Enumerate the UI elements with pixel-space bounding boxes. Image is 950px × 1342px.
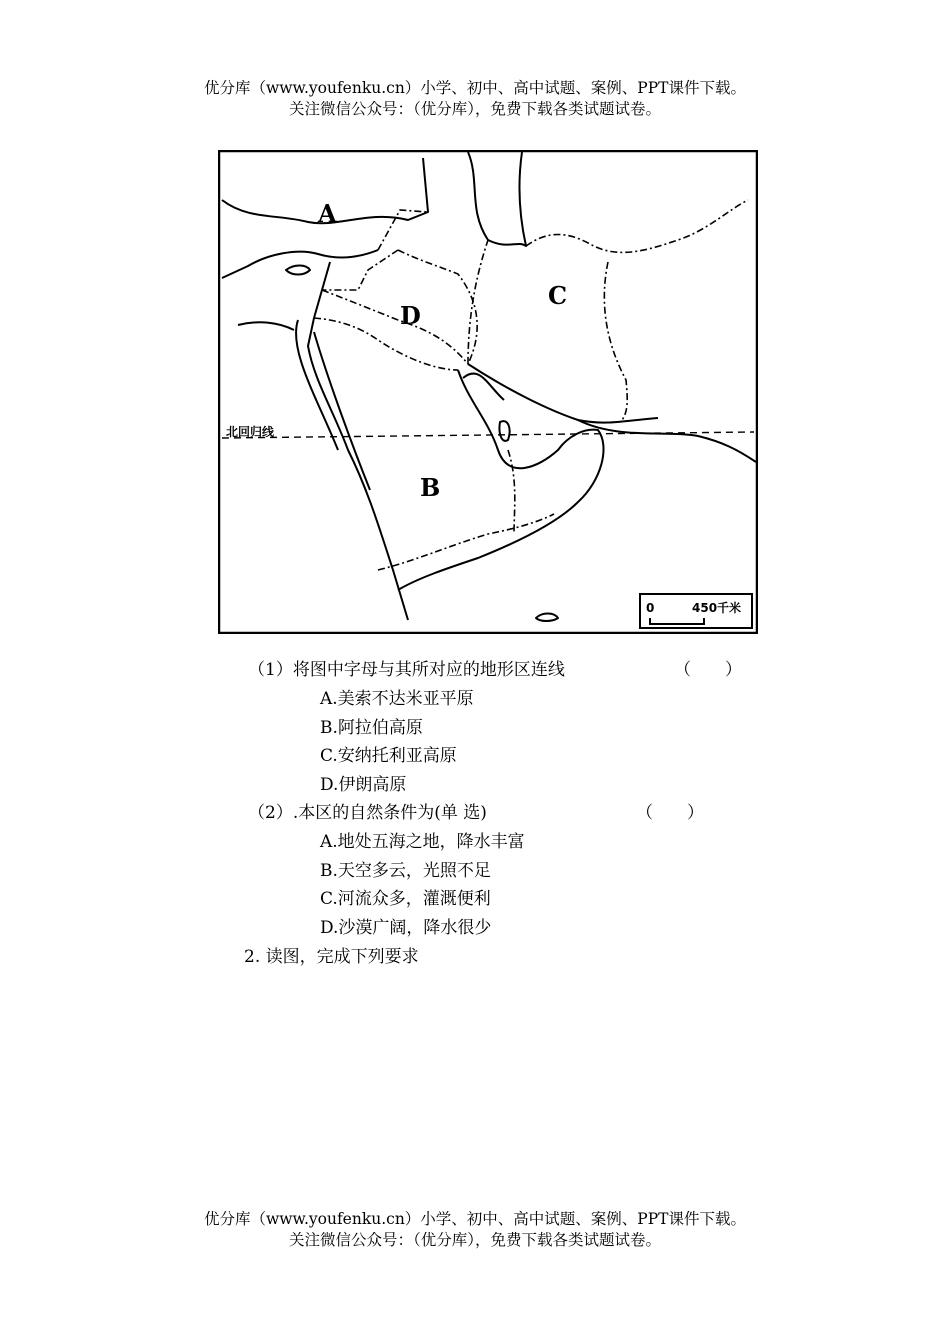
map-frame [219,151,757,633]
q2-option-d: D.沙漠广阔，降水很少 [320,918,492,938]
q2-stem: （2）.本区的自然条件为(单 选) [248,803,487,823]
map-label-d: D [400,301,421,330]
map-label-b: B [420,473,441,502]
header-line-1: 优分库（www.youfenku.cn）小学、初中、高中试题、案例、PPT课件下载。 [203,79,747,97]
q2-option-a: A.地处五海之地，降水丰富 [320,832,525,852]
q1-option-c: C.安纳托利亚高原 [320,746,457,766]
middle-east-map [218,150,758,634]
footer-line-2: 关注微信公众号：（优分库），免费下载各类试题试卷。 [288,1231,661,1249]
map-label-a: A [318,199,337,228]
q1-option-b: B.阿拉伯高原 [320,718,423,738]
q2-answer-paren: （ ） [636,803,704,823]
q2-option-b: B.天空多云，光照不足 [320,861,491,881]
header-line-2: 关注微信公众号：（优分库），免费下载各类试题试卷。 [288,100,661,118]
tropic-label: 北回归线 [226,425,275,439]
footer-line-1: 优分库（www.youfenku.cn）小学、初中、高中试题、案例、PPT课件下载。 [203,1210,747,1228]
scale-value: 450千米 [692,601,742,615]
question-2-title: 2. 读图，完成下列要求 [244,947,419,967]
q1-option-a: A.美索不达米亚平原 [320,689,474,709]
q1-option-d: D.伊朗高原 [320,775,407,795]
map-label-c: C [548,281,568,310]
q1-stem: （1）将图中字母与其所对应的地形区连线 [248,660,565,680]
scale-zero: 0 [646,601,655,615]
q1-answer-paren: （ ） [674,660,742,680]
q2-option-c: C.河流众多，灌溉便利 [320,889,491,909]
